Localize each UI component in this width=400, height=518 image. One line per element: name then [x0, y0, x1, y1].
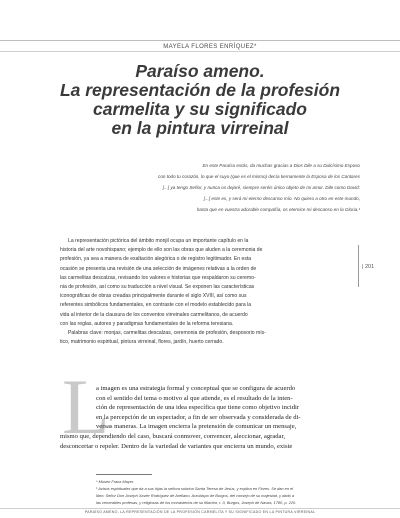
epigraph-line: [...] este es, y será mi eterno descanso mío. No quiero a otro en este mundo,	[203, 196, 360, 201]
text-line: profesión, ya sea a manera de exaltación alegórica o de registro legitimador. En esta	[60, 256, 252, 263]
title-line: Paraíso ameno.	[135, 61, 265, 81]
text-line: versas maneras. La imagen encierra la pretensión de comunicar un mensaje,	[96, 423, 297, 431]
text-line: nia de profesión, así como su traducción a nivel visual. Se exponen las características	[60, 284, 255, 291]
text-line: desconcertar o repeler. Dentro de la variedad de variantes que encierra un mundo, existe	[60, 442, 293, 450]
footer-rule	[0, 508, 400, 509]
epigraph-line: En este Paraíso estás, da muchas gracias a Dios Dile a su Dulcísimo Esposo	[202, 163, 360, 168]
abstract	[60, 237, 342, 347]
running-head: PARAÍSO AMENO. LA REPRESENTACIÓN DE LA PROFESIÓN CARMELITA Y SU SIGNIFICADO EN LA PINTURA VIRREINAL	[84, 510, 316, 514]
text-line: con las reglas, autores y paradigmas fundamentales de la reforma teresiana.	[60, 320, 234, 327]
text-line: La representación pictórica del ámbito monjil ocupa un importante capítulo en la	[68, 238, 249, 244]
page-number: | 201	[362, 264, 375, 270]
title-line: en la pintura virreinal	[111, 118, 289, 138]
author-name: MAYELA FLORES ENRÍQUEZ*	[163, 44, 257, 50]
epigraph-line: con todo tu corazón, lo que el suyo (que es el mismo) decía tiernamente la Esposa de los Cantares	[158, 174, 360, 179]
text-line: con el sentido del tema o motivo al que atiende, es el resultado de la inten-	[96, 394, 293, 402]
text-line: iconográficas de obras creadas principalmente durante el siglo XVIII, así como sus	[60, 293, 247, 300]
text-line: ción de representación de una idea específica que tiene como objetivo incidir	[96, 404, 300, 412]
epigraph	[60, 160, 360, 215]
text-line: ocasión se presenta una revisión de una selección de imágenes relativas a la orden de	[60, 265, 257, 272]
footnote-rule	[96, 474, 152, 475]
footnotes	[96, 478, 346, 506]
footnote: libro: Señor Don Joseph Xavier Rodríguez de Arellano, Arzobispo de Burgos, del consejo de su majestad, y dado a	[96, 493, 295, 498]
text-line: las carmelitas descalzas, revisando los valores e historias que respaldaron su ceremo-	[60, 274, 256, 281]
text-line: Palabras clave: monjas, carmelitas descalzas, ceremonia de profesión, desposorio mís-	[68, 330, 266, 337]
text-line: en la percepción de un espectador, a fin de ser observada y considerada de di-	[96, 413, 301, 421]
author-rule	[0, 51, 400, 52]
text-line: a imagen es una estrategia formal y conceptual que se configura de acuerdo	[96, 385, 296, 392]
text-line: mismo que, dependiendo del caso, buscará conmover, convencer, aleccionar, agradar,	[60, 432, 286, 440]
text-line: tico, matrimonio espiritual, pintura virreinal, flores, jardín, huerto cerrado.	[60, 339, 224, 346]
body-text	[60, 384, 342, 451]
header-rule	[0, 40, 400, 41]
text-line: vida al interior de la clausura de los conventos virreinales carmelitanos, de acuerdo	[60, 311, 248, 318]
article-title	[40, 62, 360, 138]
margin-rule	[358, 245, 359, 287]
epigraph-line: hasta que en vuestra adorable compañía, os eternice mi descanso en la Gloria.¹	[196, 207, 360, 212]
text-line: referentes simbólicos fundamentales, en contraste con el modelo establecido para la	[60, 302, 252, 309]
title-line: carmelita y su significado	[93, 99, 307, 119]
drop-cap: L	[62, 363, 110, 450]
footnote: * Museo Franz Mayer.	[96, 479, 135, 484]
title-line: La representación de la profesión	[59, 80, 341, 100]
footnote: ¹ Avisos espirituales que da a sus hijas la señora sobrina Santa Teresa de Jesús, y explica en Flores. Se dan en el	[96, 486, 294, 491]
text-line: historia del arte novohispano; ejemplo de ello son las obras que aluden a la ceremonia de	[60, 247, 263, 254]
epigraph-line: [...] ya tengo Señor, y nunca os dejaré, siempre seréis único objeto de mi amor. Dile como David:	[162, 185, 360, 190]
footnote: las venerables profesas, y religiosas de los monasterios de su filiación, t. II, Burgos, Joseph de Navas, 1780, p. 220.	[96, 500, 297, 505]
